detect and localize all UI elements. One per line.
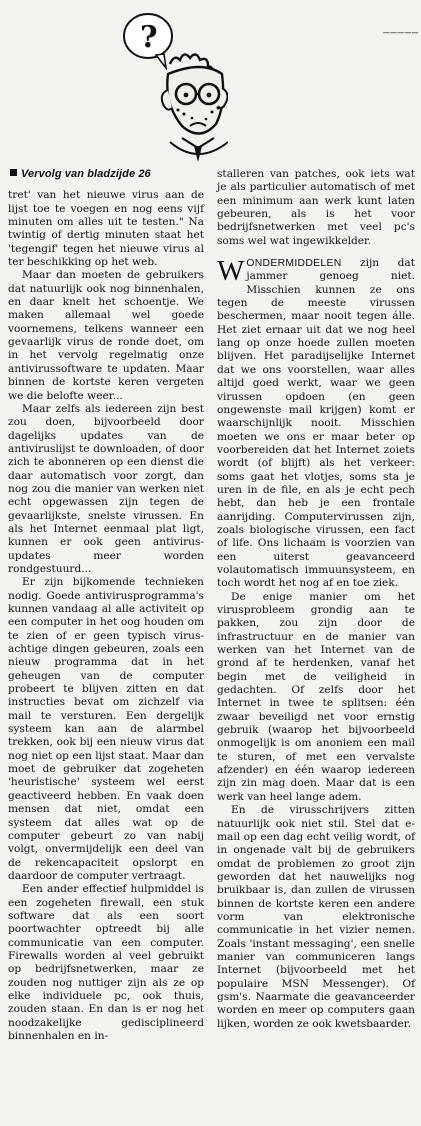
- continued-header: [10, 168, 204, 181]
- page-edge-mark: _____: [383, 22, 419, 34]
- cartoon-illustration: [108, 2, 228, 167]
- paragraph-1: tret' van het nieuwe virus aan de lijst toe te voegen en nog eens vijf minuten om alles uit te testen." Na twintig of dertig minuten staat het 'tegengif' tegen het nieuwe virus al ter beschikking op het web.: [8, 189, 204, 269]
- cartoon-question-mark: ?: [140, 20, 158, 55]
- bullet-square-icon: [10, 169, 17, 176]
- right-column: [217, 168, 415, 1031]
- section-lead-paragraph: [217, 257, 415, 591]
- continued-header-text: Vervolg van bladzijde 26: [21, 168, 151, 180]
- lead-word: ONDERMIDDELEN: [246, 258, 342, 270]
- left-column: [8, 168, 204, 1043]
- paragraph-4: Er zijn bijkomende technieken nodig. Goede antivirusprogramma's kunnen vandaag al alle activiteit op een computer in het oog houden om te zien of er geen typisch virus-achtige dingen gebeuren, zoals een nieuw programma dat in het geheugen van de computer probeert te blijven zitten en dat instructies bevat om zichzelf via mail te versturen. Een dergelijk systeem kan aan de alarmbel trekken, ook bij een nieuw virus dat nog niet op een lijst staat. Maar dan moet de gebruiker dat zogeheten 'heuristische' systeem wel eerst geactiveerd hebben. En vaak doen mensen dat niet, omdat een systeem dat alles wat op de computer gebeurt zo van nabij volgt, onvermijdelijk een deel van de rekencapaciteit opslorpt en daardoor de computer vertraagt.: [8, 576, 204, 882]
- paragraph-3: Maar zelfs als iedereen zijn best zou doen, bijvoorbeeld door dagelijks updates van de antiviruslijst te downloaden, of door zich te abonneren op een dienst die daar automatisch voor zorgt, dan nog zou die manier van werken niet echt opgewassen zijn tegen de gevaarlijkste, snelste virussen. En als het Internet eenmaal plat ligt, kunnen er ook geen antivirus-updates meer worden rondgestuurd...: [8, 402, 204, 575]
- lead-rest: zijn dat jammer genoeg niet. Misschien kunnen ze ons tegen de meeste virussen beschermen, maar nooit tegen álle. Het ziet ernaar uit dat we nog heel lang op onze hoede zullen moeten blijven. Het paradijselijke Internet dat we ons voorstellen, waar alles altijd goed werkt, waar we geen virussen opdoen (en geen ongewenste mail krijgen) komt er waarschijnlijk nooit. Misschien moeten we ons er maar beter op voorbereiden dat het Internet zoiets wordt (of blijft) als het verkeer: soms gaat het vlotjes, soms sta je uren in de file, en als je echt pech hebt, dan heb je een frontale aanrijding. Computervirussen zijn, zoals biologische virussen, een fact of life. Ons lichaam is voorzien van een uiterst geavanceerd volautomatisch immuunsysteem, en toch wordt het nog af en toe ziek.: [217, 257, 415, 590]
- paragraph-right-3: En de virusschrijvers zitten natuurlijk ook niet stil. Stel dat e-mail op een dag echt veilig wordt, of in ongenade valt bij de gebruikers omdat de problemen zo groot zijn geworden dat het nauwelijks nog bruikbaar is, dan zullen de virussen binnen de kortste keren een andere vorm van elektronische communicatie in het vizier nemen. Zoals 'instant messaging', een snelle manier van communiceren langs Internet (bijvoorbeeld met het populaire MSN Messenger). Of gsm's. Naarmate die geavanceerder worden en meer op computers gaan lijken, worden ze ook kwetsbaarder.: [217, 804, 415, 1030]
- paragraph-5: Een ander effectief hulpmiddel is een zogeheten firewall, een stuk software dat als een soort poortwachter optreedt bij alle communicatie van een computer. Firewalls worden al veel gebruikt op bedrijfsnetwerken, maar ze zouden nog nuttiger zijn als ze op elke individuele pc, ook thuis, zouden staan. En dan is er nog het noodzakelijke gedisciplineerd binnenhalen en in-: [8, 883, 204, 1042]
- paragraph-right-2: De enige manier om het virusprobleem grondig aan te pakken, zou zijn door de infrastructuur en de manier van werken van het Internet van de grond af te herdenken, vanaf het begin met de veiligheid in gedachten. Of zelfs door het Internet in twee te splitsen: één zwaar beveiligd net voor ernstig gebruik (waarop het bijvoorbeeld onmogelijk is om anoniem een mail te sturen, of met een vervalste afzender) en één waarop iedereen zijn zin mag doen. Maar dat is een werk van heel lange adem.: [217, 590, 415, 803]
- drop-cap: W: [217, 255, 245, 288]
- paragraph-right-intro: stalleren van patches, ook iets wat je als particulier automatisch of met een minimum aan werk kunt laten gebeuren, als is het voor bedrijfsnetwerken met veel pc's soms wel wat ingewikkelder.: [217, 168, 415, 247]
- paragraph-2: Maar dan moeten de gebruikers dat natuurlijk ook nog binnenhalen, en daar knelt het schoentje. We maken allemaal wel goede voornemens, telkens wanneer een gevaarlijk virus de ronde doet, om in het vervolg regelmatig onze antivirussoftware te updaten. Maar binnen de kortste keren vergeten we die belofte weer...: [8, 269, 204, 402]
